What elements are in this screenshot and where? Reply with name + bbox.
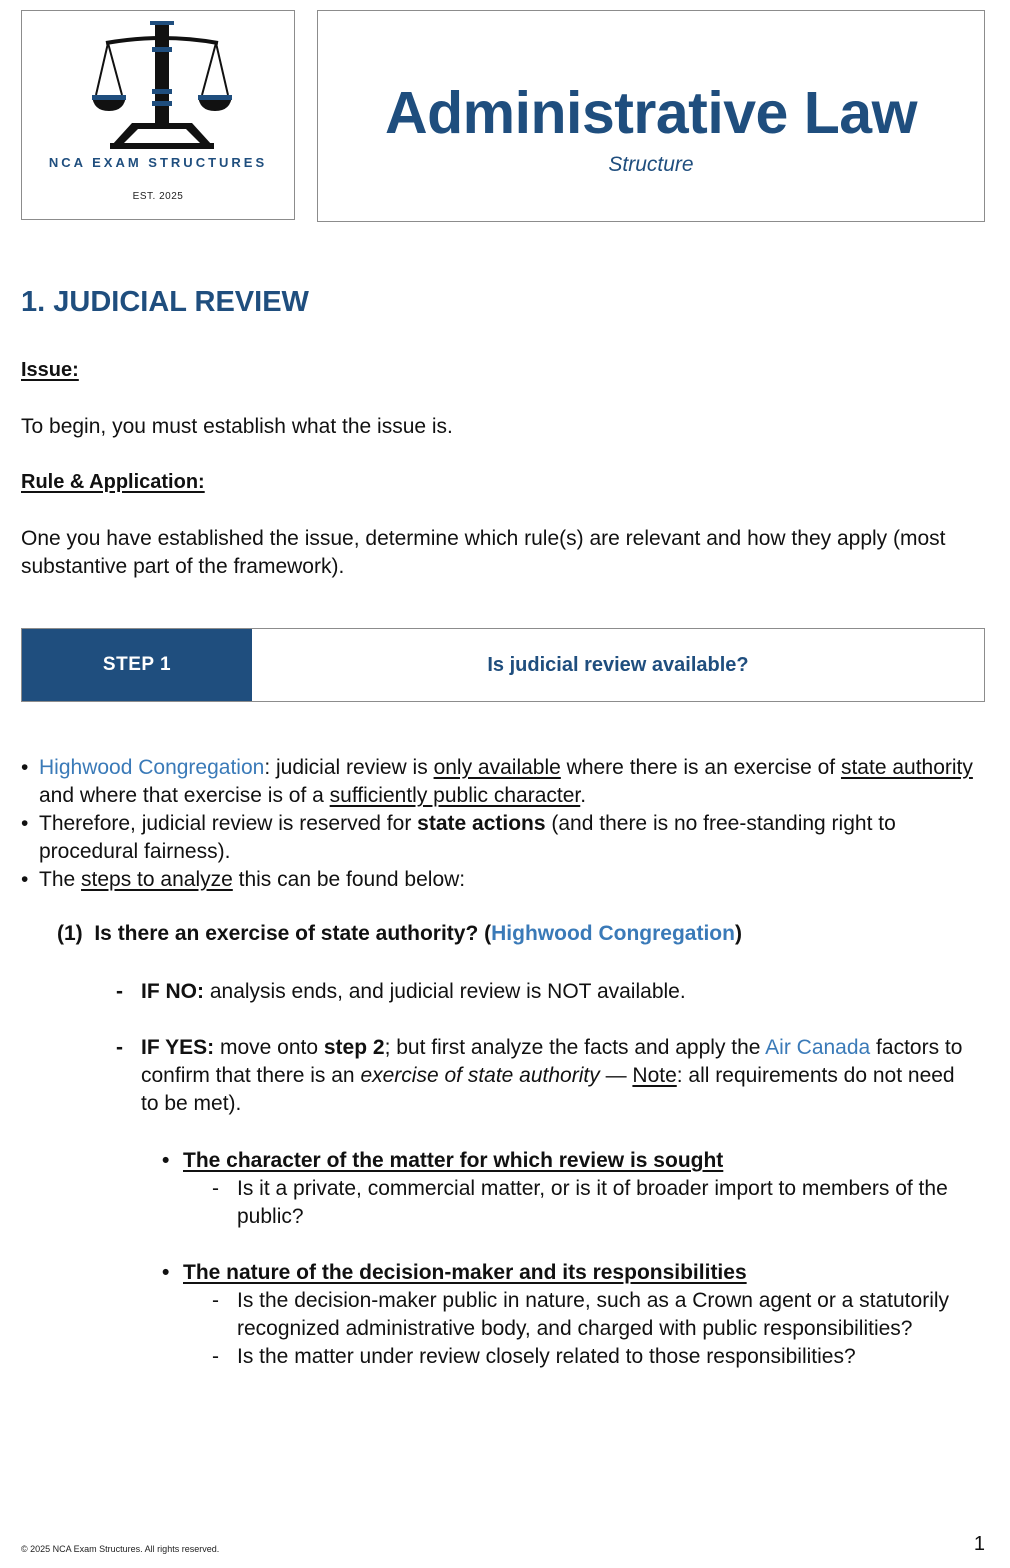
step-question: Is judicial review available? [487, 653, 749, 676]
rule-label: Rule & Application: [21, 471, 205, 493]
question-1-heading [57, 922, 742, 946]
copyright-footer: © 2025 NCA Exam Structures. All rights reserved. [21, 1544, 220, 1554]
underlined-term: steps to analyze [81, 868, 233, 891]
bold-term: step 2 [323, 1036, 385, 1059]
factor-question: - Is the matter under review closely related to those responsibilities? [162, 1343, 982, 1371]
question-text: Is there an exercise of state authority? ( [94, 922, 492, 945]
step-label: STEP 1 [22, 629, 252, 701]
logo-box [21, 10, 295, 220]
factor-block [162, 1147, 982, 1231]
factor-heading: • The nature of the decision-maker and its responsibilities [162, 1259, 982, 1287]
note-label: Note [632, 1064, 677, 1087]
text: : judicial review is [264, 756, 434, 779]
step-banner [21, 628, 985, 702]
text: ; but first analyze the facts and apply the [384, 1036, 766, 1059]
text: factors to confirm that there is an [141, 1036, 963, 1087]
text: : all requirements do not need to be met). [141, 1064, 955, 1115]
page-number: 1 [973, 1533, 985, 1555]
text: ) [734, 922, 742, 945]
bullet-list [21, 754, 985, 894]
text: this can be found below: [232, 868, 466, 891]
if-yes-item [116, 1034, 966, 1118]
document-title: Administrative Law [385, 80, 917, 146]
factor-heading: • The character of the matter for which review is sought [162, 1147, 982, 1175]
bullet-item [21, 754, 985, 810]
text: analysis ends, and judicial review is NOT available. [204, 980, 686, 1003]
bold-term: state actions [417, 812, 546, 835]
text: — [599, 1064, 633, 1087]
text: move onto [214, 1036, 324, 1059]
text: Therefore, judicial review is reserved for [39, 812, 418, 835]
issue-label: Issue: [21, 359, 79, 381]
text: (and there is no free-standing right to procedural fairness). [39, 812, 896, 863]
question-number: (1) [57, 922, 83, 945]
title-box [317, 10, 985, 222]
section-title: 1. JUDICIAL REVIEW [21, 286, 309, 318]
if-no-item [116, 978, 966, 1006]
text: where there is an exercise of [560, 756, 841, 779]
factor-question: - Is the decision-maker public in nature, such as a Crown agent or a statutorily recognized administrative body, and charged with public responsibilities? [162, 1287, 982, 1343]
issue-text: To begin, you must establish what the issue is. [21, 415, 453, 438]
italic-term: exercise of state authority [360, 1064, 600, 1087]
scales-of-justice-logo [92, 19, 232, 151]
case-reference: Air Canada [765, 1036, 871, 1059]
underlined-term: only available [433, 756, 561, 779]
factor-question: - Is it a private, commercial matter, or is it of broader import to members of the public? [162, 1175, 982, 1231]
rule-text: One you have established the issue, determine which rule(s) are relevant and how they apply (most substantive part of the framework). [21, 527, 946, 578]
brand-name: NCA EXAM STRUCTURES [48, 155, 268, 170]
if-no-label: IF NO: [141, 980, 204, 1003]
if-yes-label: IF YES: [141, 1036, 215, 1059]
bullet-item [21, 810, 985, 866]
underlined-term: sufficiently public character [329, 784, 581, 807]
factor-block [162, 1259, 982, 1371]
document-subtitle: Structure [608, 153, 694, 176]
case-reference: Highwood Congregation [39, 756, 265, 779]
text: . [580, 784, 587, 807]
case-reference: Highwood Congregation [491, 922, 735, 945]
text: and where that exercise is of a [39, 784, 330, 807]
text: The [39, 868, 82, 891]
bullet-item [21, 866, 985, 894]
underlined-term: state authority [840, 756, 973, 779]
established-year: EST. 2025 [132, 191, 184, 202]
